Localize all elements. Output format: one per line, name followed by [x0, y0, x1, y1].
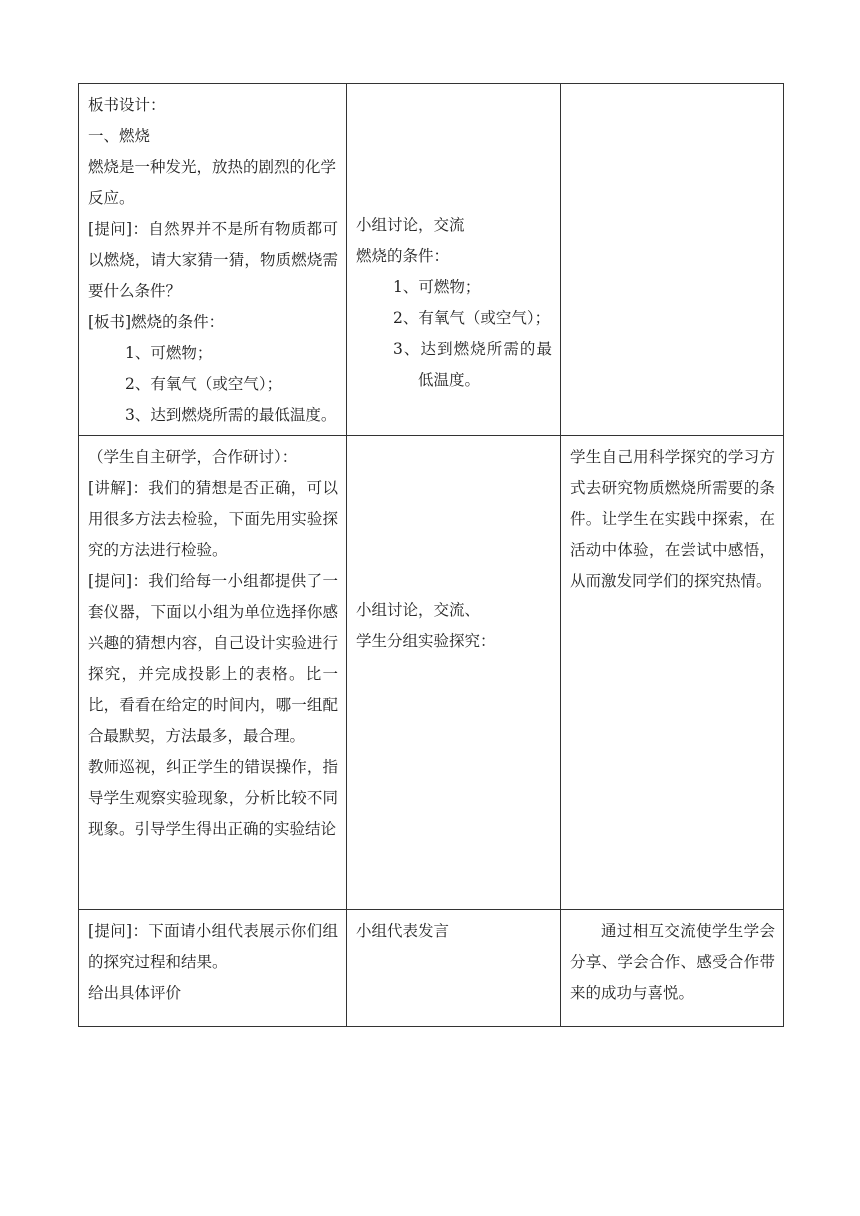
condition-item: 1、可燃物；	[125, 344, 213, 362]
intent-cell	[561, 436, 784, 910]
board-design-heading: 板书设计：	[88, 96, 166, 114]
condition-item: 2、有氧气（或空气）；	[393, 309, 551, 327]
discussion-text: 小组讨论，交流	[356, 216, 465, 234]
condition-item: 3、达到燃烧所需的最低温度。	[393, 340, 552, 389]
table-row	[79, 910, 784, 1027]
question-text: [提问]：我们给每一小组都提供了一套仪器，下面以小组为单位选择你感兴趣的猜想内容，自己设计实验进行探究，并完成投影上的表格。比一比，看看在给定的时间内，哪一组配合最默契，方法最多，最合理。	[88, 572, 338, 745]
question-text: [提问]：下面请小组代表展示你们组的探究过程和结果。	[88, 922, 338, 971]
condition-item: 2、有氧气（或空气）；	[125, 375, 283, 393]
table-row	[79, 436, 784, 910]
intent-cell	[561, 84, 784, 436]
teacher-guidance-text: 教师巡视，纠正学生的错误操作，指导学生观察实验现象，分析比较不同现象。引导学生得出正确的实验结论	[88, 758, 338, 838]
group-presentation-text: 小组代表发言	[356, 922, 450, 940]
discussion-text: 小组讨论，交流、	[356, 601, 481, 619]
lesson-plan-table	[78, 83, 784, 1027]
intent-cell	[561, 910, 784, 1027]
definition-text: 燃烧是一种发光，放热的剧烈的化学反应。	[88, 158, 337, 207]
teacher-activity-cell	[79, 436, 347, 910]
intent-text: 学生自己用科学探究的学习方式去研究物质燃烧所需要的条件。让学生在实践中探索，在活动中体验，在尝试中感悟，从而激发同学们的探究热情。	[570, 448, 775, 590]
student-activity-cell	[347, 436, 561, 910]
intent-text: 通过相互交流使学生学会分享、学会合作、感受合作带来的成功与喜悦。	[570, 922, 775, 1002]
explanation-text: [讲解]：我们的猜想是否正确，可以用很多方法去检验，下面先用实验探究的方法进行检验。	[88, 479, 338, 559]
section-heading: 一、燃烧	[88, 127, 151, 145]
student-activity-cell	[347, 910, 561, 1027]
board-conditions-heading: [板书]燃烧的条件：	[88, 313, 225, 331]
teacher-activity-cell	[79, 910, 347, 1027]
student-activity-cell	[347, 84, 561, 436]
teacher-activity-cell	[79, 84, 347, 436]
condition-item: 1、可燃物；	[393, 278, 481, 296]
experiment-text: 学生分组实验探究：	[356, 632, 496, 650]
table-row	[79, 84, 784, 436]
condition-item: 3、达到燃烧所需的最低温度。	[125, 406, 337, 424]
evaluation-text: 给出具体评价	[88, 984, 182, 1002]
conditions-heading: 燃烧的条件：	[356, 247, 450, 265]
question-text: [提问]：自然界并不是所有物质都可以燃烧，请大家猜一猜，物质燃烧需要什么条件？	[88, 220, 338, 300]
self-study-heading: （学生自主研学，合作研讨）：	[88, 448, 298, 466]
